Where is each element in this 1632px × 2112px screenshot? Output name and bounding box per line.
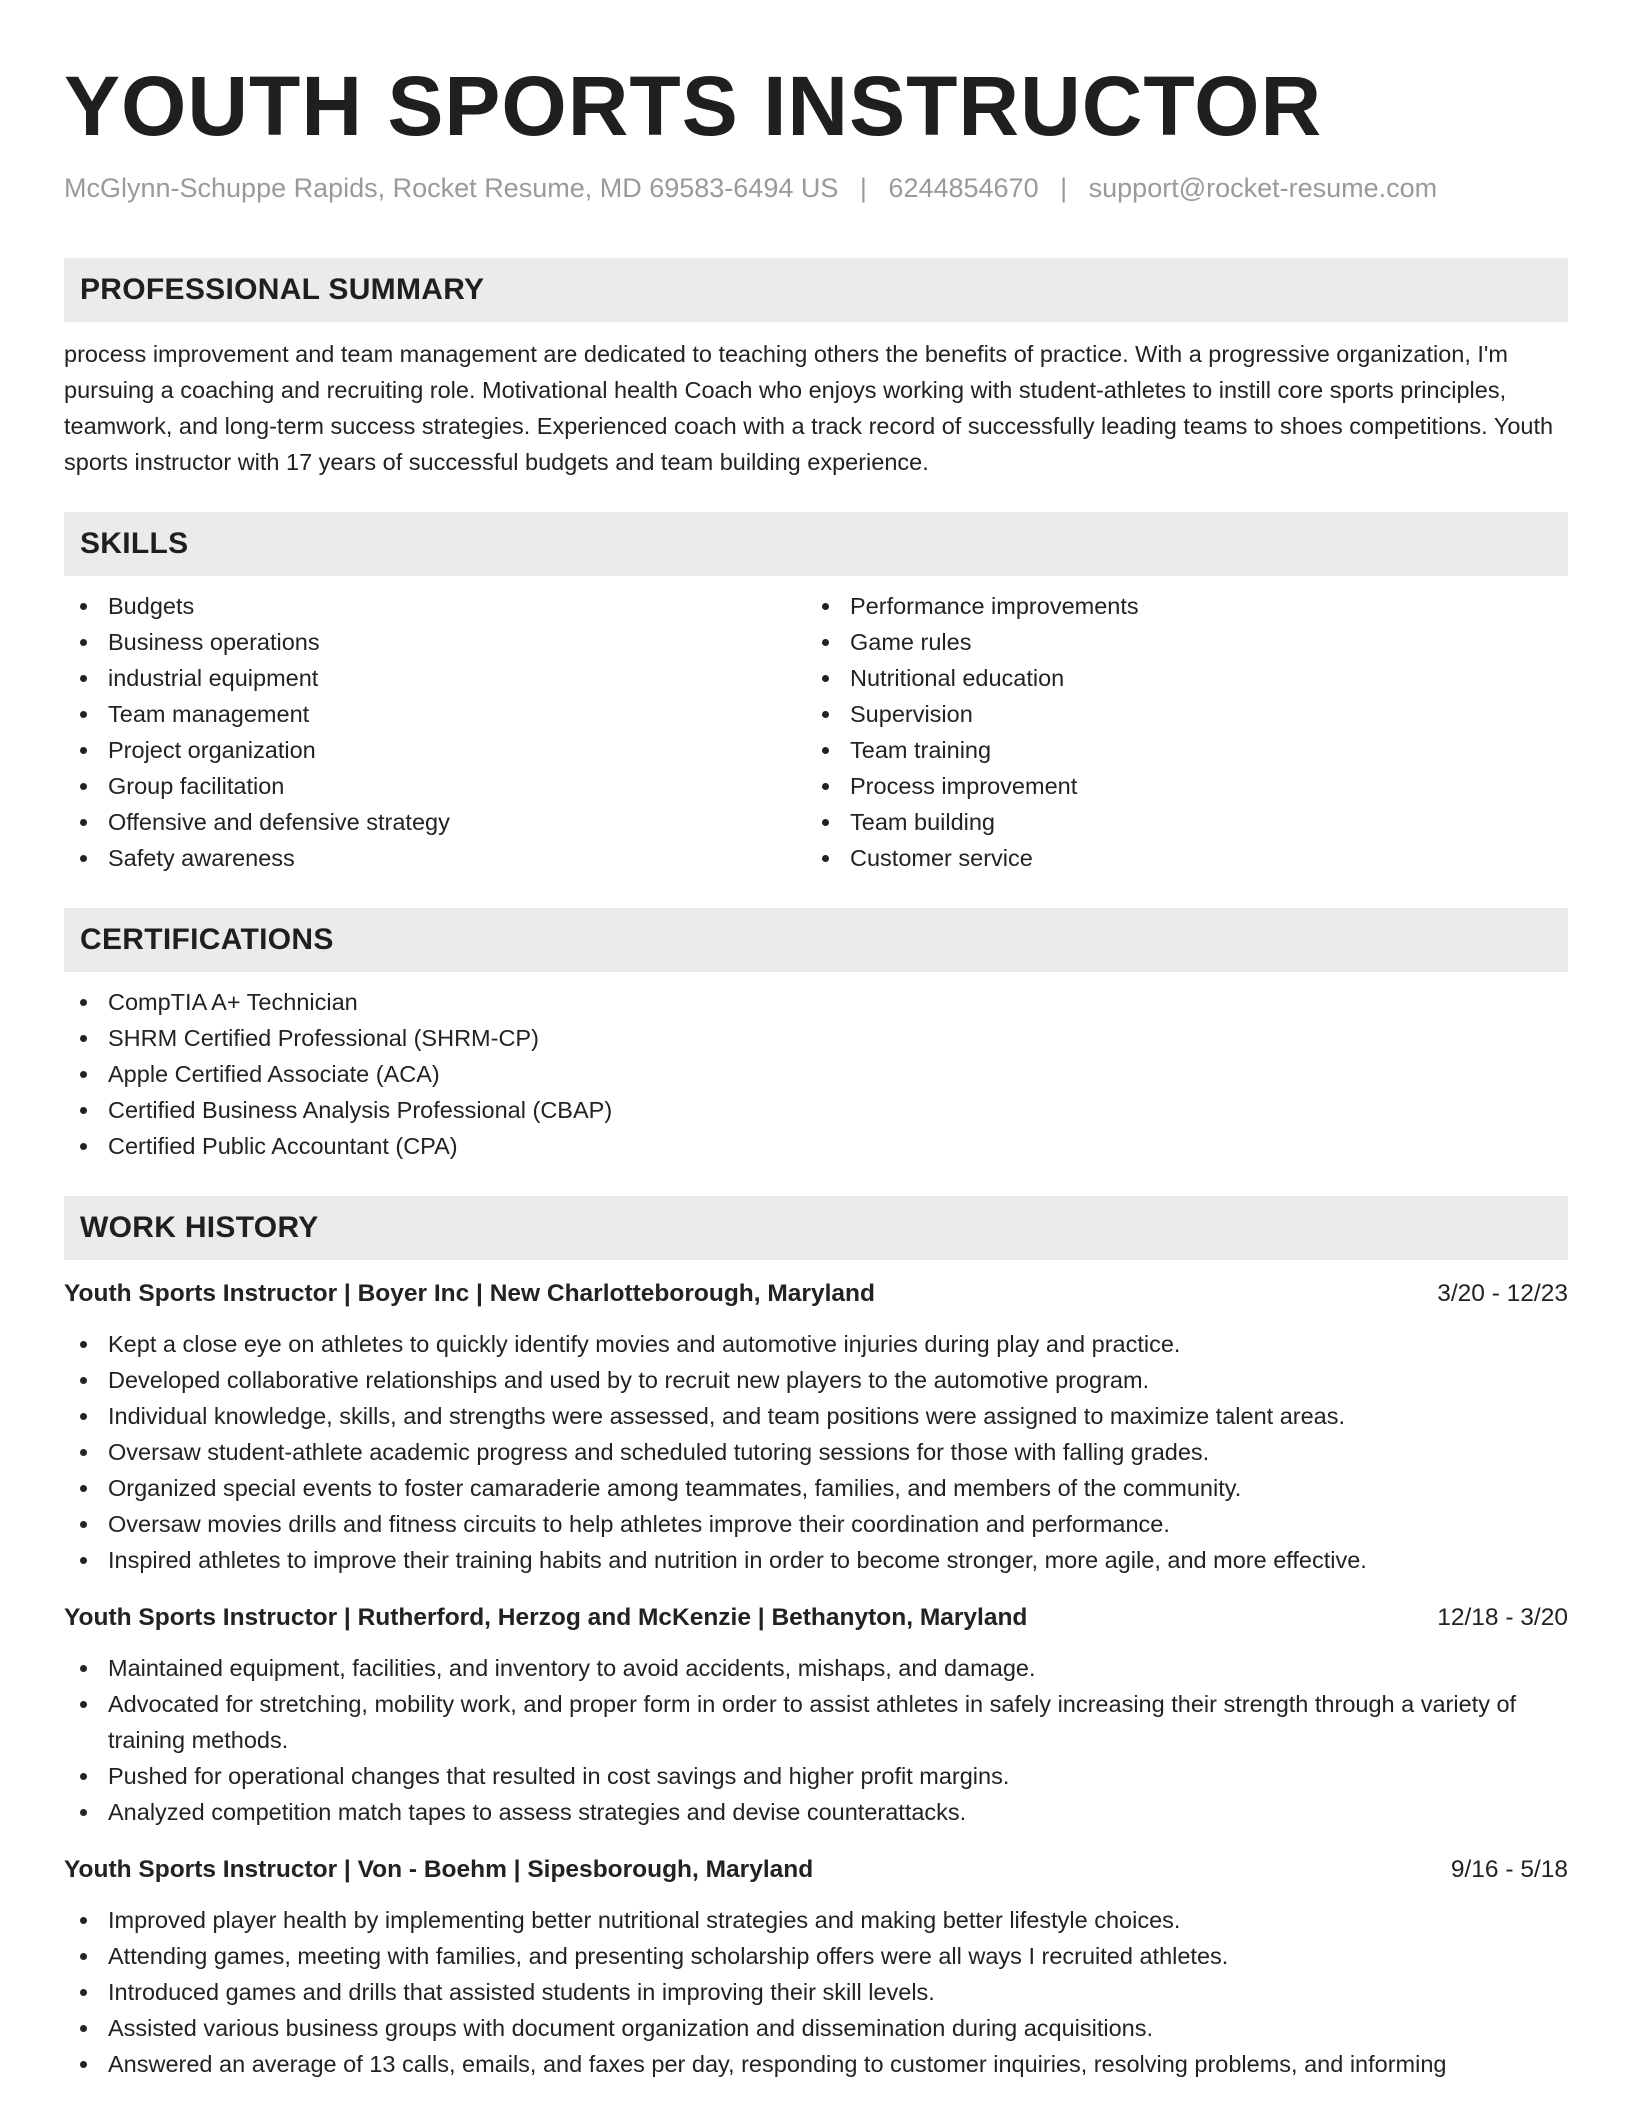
skill-item: Offensive and defensive strategy [64, 804, 806, 840]
contact-address: McGlynn-Schuppe Rapids, Rocket Resume, MD 69583-6494 US [64, 173, 839, 203]
skill-item: Nutritional education [806, 660, 1548, 696]
skill-item: Performance improvements [806, 588, 1548, 624]
skill-item: Customer service [806, 840, 1548, 876]
job-header [64, 1276, 1568, 1312]
contact-email: support@rocket-resume.com [1088, 173, 1438, 203]
job-title: Youth Sports Instructor | Boyer Inc | New Charlotteborough, Maryland [64, 1280, 875, 1307]
section-heading-certifications: CERTIFICATIONS [64, 908, 1568, 972]
skill-item: Team management [64, 696, 806, 732]
section-heading-work-history: WORK HISTORY [64, 1196, 1568, 1260]
resume-page [64, 0, 1568, 2082]
job-dates: 9/16 - 5/18 [1450, 1856, 1568, 1883]
skill-item: industrial equipment [64, 660, 806, 696]
certification-item: Certified Business Analysis Professional (CBAP) [64, 1092, 1568, 1128]
job-bullets [64, 1902, 1568, 2082]
certification-item: Certified Public Accountant (CPA) [64, 1128, 1568, 1164]
job-bullet: Assisted various business groups with document organization and dissemination during acquisitions. [64, 2010, 1568, 2046]
job-entry [64, 1276, 1568, 1578]
job-bullet: Oversaw movies drills and fitness circuits to help athletes improve their coordination and performance. [64, 1506, 1568, 1542]
section-heading-skills: SKILLS [64, 512, 1568, 576]
skill-item: Team building [806, 804, 1548, 840]
summary-text: process improvement and team management are dedicated to teaching others the benefits of practice. With a progressive organization, I'm pursuing a coaching and recruiting role. Motivational health Coach who enjoys working with student-athletes to instill core sports principles, teamwork, and long-term success strategies. Experienced coach with a track record of successfully leading teams to shoes competitions. Youth sports instructor with 17 years of successful budgets and team building experience. [64, 341, 1554, 475]
skill-item: Safety awareness [64, 840, 806, 876]
certification-item: CompTIA A+ Technician [64, 984, 1568, 1020]
job-bullets [64, 1326, 1568, 1578]
job-bullet: Answered an average of 13 calls, emails, and faxes per day, responding to customer inquiries, resolving problems, and informing [64, 2046, 1568, 2082]
job-bullet: Advocated for stretching, mobility work, and proper form in order to assist athletes in safely increasing their strength through a variety of training methods. [64, 1686, 1568, 1758]
job-title: Youth Sports Instructor | Von - Boehm | Sipesborough, Maryland [64, 1856, 814, 1883]
job-dates: 12/18 - 3/20 [1437, 1604, 1568, 1631]
job-title: Youth Sports Instructor | Rutherford, Herzog and McKenzie | Bethanyton, Maryland [64, 1604, 1028, 1631]
skill-item: Supervision [806, 696, 1548, 732]
job-bullet: Organized special events to foster camaraderie among teammates, families, and members of the community. [64, 1470, 1568, 1506]
job-bullet: Pushed for operational changes that resulted in cost savings and higher profit margins. [64, 1758, 1568, 1794]
contact-separator: | [1060, 173, 1068, 203]
skills-grid [64, 588, 1568, 876]
section-heading-summary: PROFESSIONAL SUMMARY [64, 258, 1568, 322]
skill-item: Team training [806, 732, 1548, 768]
skill-item: Budgets [64, 588, 806, 624]
job-bullet: Oversaw student-athlete academic progress and scheduled tutoring sessions for those with falling grades. [64, 1434, 1568, 1470]
job-bullet: Individual knowledge, skills, and strengths were assessed, and team positions were assigned to maximize talent areas. [64, 1398, 1568, 1434]
job-bullet: Maintained equipment, facilities, and inventory to avoid accidents, mishaps, and damage. [64, 1650, 1568, 1686]
skill-item: Business operations [64, 624, 806, 660]
work-history-list [64, 1276, 1568, 2082]
skills-column-left [64, 588, 806, 876]
skill-item: Project organization [64, 732, 806, 768]
job-bullet: Improved player health by implementing better nutritional strategies and making better lifestyle choices. [64, 1902, 1568, 1938]
job-bullet: Attending games, meeting with families, and presenting scholarship offers were all ways I recruited athletes. [64, 1938, 1568, 1974]
job-bullet: Inspired athletes to improve their training habits and nutrition in order to become stronger, more agile, and more effective. [64, 1542, 1568, 1578]
resume-title: YOUTH SPORTS INSTRUCTOR [64, 59, 1323, 153]
job-bullet: Analyzed competition match tapes to assess strategies and devise counterattacks. [64, 1794, 1568, 1830]
job-bullet: Introduced games and drills that assisted students in improving their skill levels. [64, 1974, 1568, 2010]
certification-item: SHRM Certified Professional (SHRM-CP) [64, 1020, 1568, 1056]
job-entry [64, 1600, 1568, 1830]
contact-phone: 6244854670 [888, 173, 1039, 203]
skills-column-right [806, 588, 1548, 876]
job-entry [64, 1852, 1568, 2082]
certifications-list [64, 984, 1568, 1164]
job-bullet: Kept a close eye on athletes to quickly identify movies and automotive injuries during play and practice. [64, 1326, 1568, 1362]
skill-item: Group facilitation [64, 768, 806, 804]
job-dates: 3/20 - 12/23 [1437, 1280, 1568, 1307]
job-bullet: Developed collaborative relationships and used by to recruit new players to the automotive program. [64, 1362, 1568, 1398]
contact-line [64, 170, 1568, 206]
skill-item: Process improvement [806, 768, 1548, 804]
job-bullets [64, 1650, 1568, 1830]
contact-separator: | [859, 173, 867, 203]
job-header [64, 1600, 1568, 1636]
certification-item: Apple Certified Associate (ACA) [64, 1056, 1568, 1092]
skill-item: Game rules [806, 624, 1548, 660]
job-header [64, 1852, 1568, 1888]
